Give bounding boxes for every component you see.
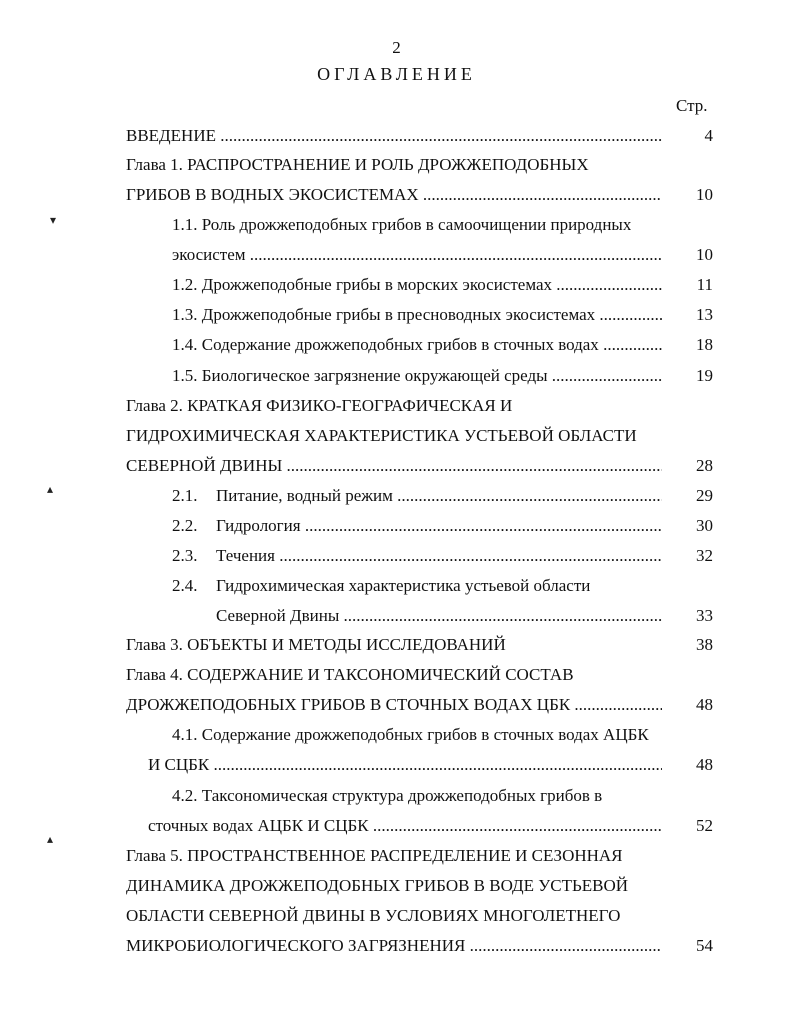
- toc-entry-chapter-2-cont[interactable]: [0, 454, 793, 478]
- entry-text: Течения .....: [216, 544, 662, 568]
- toc-entry-2-1[interactable]: [0, 484, 793, 508]
- entry-text: Глава 2. КРАТКАЯ ФИЗИКО-ГЕОГРАФИЧЕСКАЯ И: [126, 396, 513, 415]
- entry-text: И СЦБК .....: [148, 753, 662, 777]
- toc-entry-chapter-5-cont[interactable]: [0, 904, 793, 928]
- entry-page: 48: [696, 695, 713, 714]
- entry-text: 4.1. Содержание дрожжеподобных грибов в сточных водах АЦБК: [172, 725, 649, 744]
- entry-page: 52: [696, 816, 713, 835]
- entry-page: 11: [696, 275, 713, 294]
- entry-text: Гидрология .....: [216, 514, 662, 538]
- toc-entry-chapter-3[interactable]: [0, 633, 793, 657]
- entry-text: 1.5. Биологическое загрязнение окружающей среды .....: [172, 364, 662, 388]
- toc-entry-chapter-1[interactable]: [0, 153, 793, 177]
- toc-entry-introduction[interactable]: [0, 124, 793, 148]
- entry-text: ДРОЖЖЕПОДОБНЫХ ГРИБОВ В СТОЧНЫХ ВОДАХ ЦБК .....: [126, 693, 662, 717]
- scan-mark: ▴: [47, 482, 54, 496]
- entry-text: Питание, водный режим .....: [216, 484, 662, 508]
- toc-entry-2-4-cont[interactable]: [0, 604, 793, 628]
- toc-entry-1-3[interactable]: [0, 303, 793, 327]
- toc-entry-chapter-4-cont[interactable]: [0, 693, 793, 717]
- entry-number: 2.1.: [172, 486, 198, 505]
- entry-page: 10: [696, 185, 713, 204]
- entry-page: 10: [696, 245, 713, 264]
- entry-text: 1.2. Дрожжеподобные грибы в морских экосистемах .....: [172, 273, 662, 297]
- entry-text: 1.1. Роль дрожжеподобных грибов в самоочищении природных: [172, 215, 632, 234]
- page-number: 2: [392, 38, 401, 57]
- toc-entry-2-3[interactable]: [0, 544, 793, 568]
- scan-mark: ▴: [47, 832, 54, 846]
- entry-text: 4.2. Таксономическая структура дрожжеподобных грибов в: [172, 786, 603, 805]
- entry-text: 1.4. Содержание дрожжеподобных грибов в сточных водах .....: [172, 333, 662, 357]
- entry-text: ГРИБОВ В ВОДНЫХ ЭКОСИСТЕМАХ .....: [126, 183, 662, 207]
- toc-entry-4-2-cont[interactable]: [0, 814, 793, 838]
- entry-page: 33: [696, 606, 713, 625]
- toc-entry-chapter-2-cont[interactable]: [0, 424, 793, 448]
- entry-text: Глава 3. ОБЪЕКТЫ И МЕТОДЫ ИССЛЕДОВАНИЙ: [126, 635, 506, 654]
- entry-text: Северной Двины .....: [216, 604, 662, 628]
- entry-page: 48: [696, 755, 713, 774]
- scan-mark: ▾: [50, 213, 57, 227]
- entry-page: 32: [696, 546, 713, 565]
- toc-entry-4-1-cont[interactable]: [0, 753, 793, 777]
- entry-text: Глава 1. РАСПРОСТРАНЕНИЕ И РОЛЬ ДРОЖЖЕПОДОБНЫХ: [126, 155, 589, 174]
- toc-entry-1-2[interactable]: [0, 273, 793, 297]
- entry-page: 4: [704, 126, 713, 145]
- entry-page: 18: [696, 335, 713, 354]
- entry-text: ГИДРОХИМИЧЕСКАЯ ХАРАКТЕРИСТИКА УСТЬЕВОЙ ОБЛАСТИ: [126, 426, 637, 445]
- toc-entry-chapter-5-cont[interactable]: [0, 934, 793, 958]
- entry-text: МИКРОБИОЛОГИЧЕСКОГО ЗАГРЯЗНЕНИЯ .....: [126, 934, 662, 958]
- toc-entry-chapter-2[interactable]: [0, 394, 793, 418]
- entry-number: 2.2.: [172, 516, 198, 535]
- entry-page: 29: [696, 486, 713, 505]
- page-column-label: Стр.: [676, 96, 708, 115]
- toc-entry-4-1[interactable]: [0, 723, 793, 747]
- entry-page: 30: [696, 516, 713, 535]
- entry-text: Гидрохимическая характеристика устьевой области: [216, 576, 591, 595]
- entry-number: 2.3.: [172, 546, 198, 565]
- entry-number: 2.4.: [172, 576, 198, 595]
- toc-entry-chapter-1-cont[interactable]: [0, 183, 793, 207]
- entry-text: ВВЕДЕНИЕ .....: [126, 124, 662, 148]
- toc-entry-2-2[interactable]: [0, 514, 793, 538]
- entry-page: 19: [696, 366, 713, 385]
- entry-page: 54: [696, 936, 713, 955]
- toc-entry-chapter-5[interactable]: [0, 844, 793, 868]
- entry-text: сточных водах АЦБК И СЦБК .....: [148, 814, 662, 838]
- toc-entry-2-4[interactable]: [0, 574, 793, 598]
- toc-entry-1-5[interactable]: [0, 364, 793, 388]
- entry-text: СЕВЕРНОЙ ДВИНЫ .....: [126, 454, 662, 478]
- toc-entry-1-1[interactable]: [0, 213, 793, 237]
- entry-text: ДИНАМИКА ДРОЖЖЕПОДОБНЫХ ГРИБОВ В ВОДЕ УСТЬЕВОЙ: [126, 876, 629, 895]
- entry-page: 38: [696, 635, 713, 654]
- entry-text: Глава 4. СОДЕРЖАНИЕ И ТАКСОНОМИЧЕСКИЙ СОСТАВ: [126, 665, 574, 684]
- entry-text: экосистем .....: [172, 243, 662, 267]
- toc-entry-chapter-4[interactable]: [0, 663, 793, 687]
- entry-text: ОБЛАСТИ СЕВЕРНОЙ ДВИНЫ В УСЛОВИЯХ МНОГОЛЕТНЕГО: [126, 906, 621, 925]
- toc-entry-4-2[interactable]: [0, 784, 793, 808]
- toc-entry-chapter-5-cont[interactable]: [0, 874, 793, 898]
- entry-text: Глава 5. ПРОСТРАНСТВЕННОЕ РАСПРЕДЕЛЕНИЕ И СЕЗОННАЯ: [126, 846, 623, 865]
- entry-text: 1.3. Дрожжеподобные грибы в пресноводных экосистемах .....: [172, 303, 662, 327]
- toc-entry-1-4[interactable]: [0, 333, 793, 357]
- entry-page: 28: [696, 456, 713, 475]
- entry-page: 13: [696, 305, 713, 324]
- toc-title: ОГЛАВЛЕНИЕ: [317, 64, 476, 84]
- toc-entry-1-1-cont[interactable]: [0, 243, 793, 267]
